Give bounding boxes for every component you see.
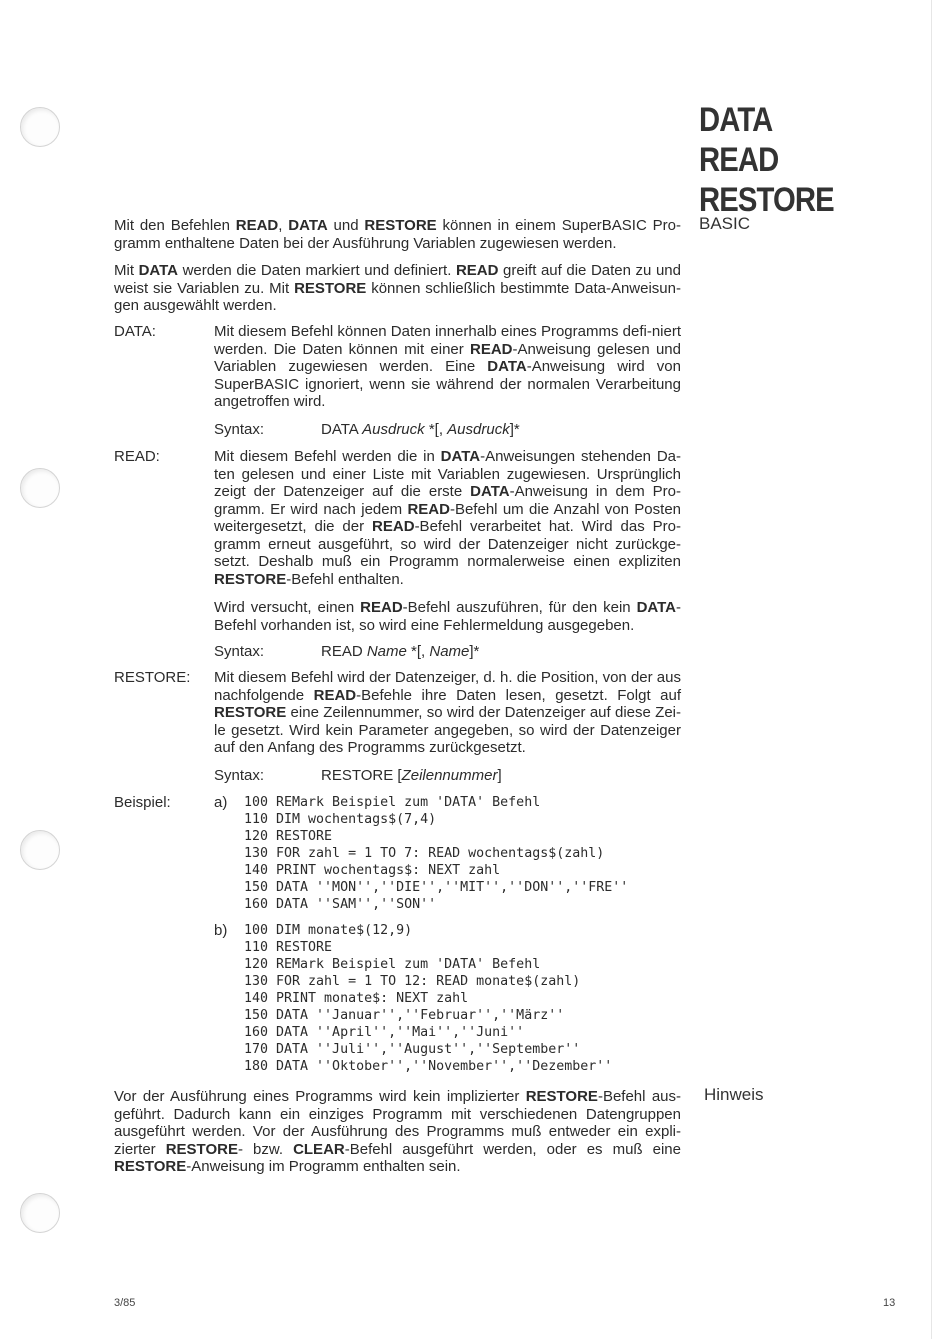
read-description [214,448,681,588]
text-run: -Befehl verarbeitet hat. Wird das Pro-gramm erneut ausgeführt, so wird der Datenzeiger nicht zurückge-setzt. Deshalb muß ein Programm normalerweise einen expliziten [214,518,681,570]
text-run: Mit den Befehlen [114,217,236,234]
example-label: Beispiel: [114,794,171,811]
code-line: 110 RESTORE [244,940,333,955]
text-run: und [327,217,365,234]
keyword: READ [360,599,403,616]
text-run: eine Zeilennummer, so wird der Datenzeiger auf diese Zei-le gesetzt. Wird kein Parameter angegeben, so wird der Datenzeiger auf den Anfang des Programms zurückgesetzt. [214,704,681,756]
text-run: -Anweisung gelesen und Variablen zugewiesen werden. Eine [214,340,681,375]
text-run: -Befehl auszuführen, für den kein [402,599,637,616]
text-run: Wird versucht, einen [214,599,361,616]
intro-paragraph-1 [114,217,681,252]
example-b-tag: b) [214,922,228,939]
punch-hole [20,468,60,508]
keyword: RESTORE [525,1088,598,1105]
syntax-value: READ Name *[, Name]* [321,643,480,660]
code-line: 140 PRINT monate$: NEXT zahl [244,991,469,1006]
code-listing-b [244,922,612,1075]
keyword: DATA [487,358,527,375]
keyword: RESTORE [165,1140,238,1158]
code-line: 120 RESTORE [244,829,333,844]
text-run: Mit diesem Befehl werden die in [214,448,441,465]
code-line: 150 DATA ''Januar'',''Februar'',''März'' [244,1008,565,1023]
code-line: 120 REMark Beispiel zum 'DATA' Befehl [244,957,541,972]
keyword: RESTORE [364,217,437,234]
text-run: Mit diesem Befehl wird der Datenzeiger, d. h. die Position, von der aus nachfolgende [214,669,681,704]
text-run: Vor der Ausführung eines Programms wird kein implizierter [114,1088,526,1105]
syntax-value: DATA Ausdruck *[, Ausdruck]* [321,421,520,438]
keyword: DATA [138,262,178,279]
text-run: können in einem SuperBASIC Pro-gramm enthaltene Daten bei der Ausführung Variablen zugewiesen werden. [114,217,681,252]
keyword: RESTORE [214,570,287,588]
text-run: , [278,217,289,234]
text-run: -Anweisung wird von SuperBASIC ignoriert, wenn sie während der normalen Verarbeitung angetroffen wird. [214,358,681,410]
syntax-label: Syntax: [214,767,265,784]
text-run: Mit [114,262,139,279]
text-run: -Befehl um die Anzahl von Posten weitergesetzt, die der [214,500,681,535]
text-run: können schließlich bestimmte Data-Anweisun-gen ausgewählt werden. [114,279,681,314]
code-line: 110 DIM wochentags$(7,4) [244,812,437,827]
code-listing-a [244,794,628,913]
data-syntax [214,421,520,438]
punch-hole [20,1193,60,1233]
keyword: DATA [636,599,677,616]
keyword: DATA [440,448,481,465]
keyword: DATA [288,217,328,234]
punch-hole [20,107,60,147]
keyword: RESTORE [214,704,287,721]
code-line: 160 DATA ''SAM'',''SON'' [244,897,437,912]
keyword: RESTORE [294,279,367,297]
text-run: -Befehl ausgeführt werden, oder es muß eine [344,1140,681,1158]
code-line: 100 REMark Beispiel zum 'DATA' Befehl [244,795,541,810]
hint-label: Hinweis [704,1085,764,1104]
text-run: -Anweisung in dem Pro-gramm. Er wird nach jedem [214,483,682,518]
text-run: - bzw. [237,1140,294,1158]
text-run: Mit diesem Befehl können Daten innerhalb eines Programms defi-niert werden. Die Daten können mit einer [214,323,681,358]
keyword: READ [470,340,513,358]
code-line: 140 PRINT wochentags$: NEXT zahl [244,863,501,878]
text-run: werden die Daten markiert und definiert. [178,262,456,279]
code-line: 160 DATA ''April'',''Mai'',''Juni'' [244,1025,525,1040]
page-subtitle: BASIC [699,214,751,233]
page-title [699,100,834,220]
text-run: -Befehle ihre Daten lesen, gesetzt. Folgt auf [356,686,682,704]
syntax-value: RESTORE [Zeilennummer] [321,767,502,784]
keyword: RESTORE [114,1158,187,1175]
keyword: CLEAR [293,1140,345,1158]
text-run: greift auf die Daten zu und weist sie Variablen zu. Mit [114,262,681,297]
keyword: READ [455,262,499,279]
keyword: READ [313,686,357,704]
page-edge [931,0,932,1339]
example-a-tag: a) [214,794,228,811]
title-line: DATA [699,101,773,139]
read-syntax [214,643,480,660]
keyword: READ [407,500,450,518]
text-run: -Anweisung im Programm enthalten sein. [186,1158,461,1175]
footer-date: 3/85 [114,1297,136,1309]
section-label-read: READ: [114,448,160,465]
code-line: 130 FOR zahl = 1 TO 12: READ monate$(zahl) [244,974,581,989]
punch-hole [20,830,60,870]
data-description [214,323,681,411]
text-run: -Anweisungen stehenden Da-ten gelesen und einer Liste mit Variablen zugewiesen. Ursprünglich zeigt der Datenzeiger auf die erste [214,448,681,500]
syntax-label: Syntax: [214,643,265,660]
restore-syntax [214,767,502,784]
code-line: 150 DATA ''MON'',''DIE'',''MIT'',''DON'',''FRE'' [244,880,629,895]
title-line: RESTORE [699,181,834,219]
code-line: 180 DATA ''Oktober'',''November'',''Dezember'' [244,1059,613,1074]
text-run: -Befehl vorhanden ist, so wird eine Fehlermeldung ausgegeben. [214,599,682,634]
intro-paragraph-2 [114,262,681,315]
syntax-label: Syntax: [214,421,265,438]
text-run: -Befehl enthalten. [286,570,404,588]
title-line: READ [699,141,779,179]
page-number: 13 [883,1297,896,1309]
code-line: 130 FOR zahl = 1 TO 7: READ wochentags$(zahl) [244,846,605,861]
read-description-2 [214,599,681,634]
section-label-restore: RESTORE: [114,669,191,686]
section-label-data: DATA: [114,323,156,340]
code-line: 100 DIM monate$(12,9) [244,923,413,938]
keyword: READ [372,518,415,535]
code-line: 170 DATA ''Juli'',''August'',''September'' [244,1042,581,1057]
keyword: DATA [470,483,510,500]
keyword: READ [235,217,279,234]
hint-paragraph [114,1088,681,1176]
restore-description [214,669,681,757]
text-run: -Befehl aus-geführt. Dadurch kann ein einziges Programm mit verschiedenen Datengruppen ausgeführt werden. Vor der Ausführung des Programms muß entweder ein expli-zierter [114,1088,681,1158]
